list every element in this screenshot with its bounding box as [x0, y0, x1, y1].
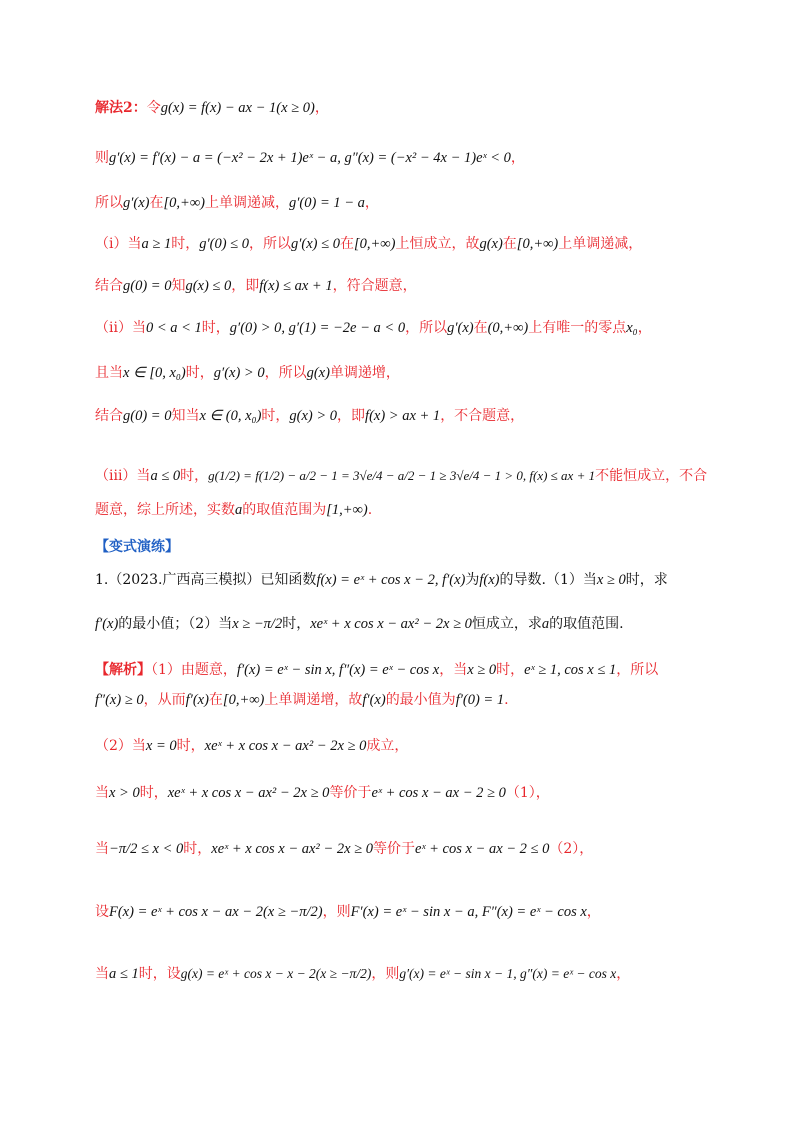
formula: g′(0) > 0, g′(1) = −2e − a < 0 [229, 320, 406, 336]
formula: f(x) > ax + 1 [365, 408, 441, 424]
formula: g(1/2) = f(1/2) − a/2 − 1 = 3√e/4 − a/2 − 1 ≥ 3√e/4 − 1 > 0, f(x) ≤ ax + 1 [208, 468, 596, 483]
text: ，则 [322, 904, 351, 920]
formula: f′(x) = eˣ − sin x, f″(x) = eˣ − cos x [236, 662, 440, 678]
text: 为 [465, 572, 480, 588]
formula: 0 < a < 1 [145, 320, 202, 336]
text: 所以 [95, 195, 123, 211]
text: 不能恒成立，不合 [595, 468, 708, 484]
text: 的导数.（1）当 [499, 572, 597, 588]
formula: a ≤ 0 [150, 468, 181, 484]
line-10 [95, 500, 710, 520]
text: ，即 [231, 278, 260, 294]
text: 恒成立，求 [471, 616, 542, 632]
formula: f′(x) [185, 692, 209, 708]
text: （iii）当 [95, 468, 151, 484]
formula: x ≥ −π/2 [232, 616, 283, 632]
text: 等价于 [329, 785, 372, 801]
formula: g(x) = f(x) − ax − 1(x ≥ 0) [160, 100, 315, 116]
text: 时， [261, 408, 290, 424]
formula: f′(x) [362, 692, 386, 708]
text: （2）当 [95, 738, 146, 754]
formula: g(x) [306, 365, 330, 381]
formula: (0,+∞) [487, 320, 529, 336]
text: 成立， [366, 738, 409, 754]
text: 当 [95, 966, 109, 982]
text: 时， [496, 662, 525, 678]
text: 题意，综上所述，实数 [95, 502, 235, 518]
formula: g′(x) = f′(x) − a = (−x² − 2x + 1)eˣ − a, g″(x) = (−x² − 4x − 1)eˣ < 0 [109, 150, 511, 166]
text: 时， [185, 365, 214, 381]
solution-line-5 [95, 839, 710, 859]
text: ， [314, 100, 329, 116]
formula: x = 0 [145, 738, 177, 754]
text: 时， [139, 785, 168, 801]
text: 时， [180, 468, 209, 484]
text: 当 [95, 785, 109, 801]
formula: f(x) = eˣ + cos x − 2, f′(x) [316, 572, 466, 588]
formula: g(x) = eˣ + cos x − x − 2(x ≥ −π/2) [180, 966, 372, 981]
method2-line [95, 98, 710, 118]
formula: a [541, 616, 550, 632]
case-1-line [95, 234, 710, 254]
formula: eˣ + cos x − ax − 2 ≤ 0 [414, 841, 550, 857]
solution-line-6 [95, 902, 710, 922]
formula: g′(x) [447, 320, 474, 336]
text: 的取值范围. [549, 616, 624, 632]
formula: g′(x) = eˣ − sin x − 1, g″(x) = eˣ − cos x [399, 966, 617, 981]
formula: eˣ ≥ 1, cos x ≤ 1 [524, 662, 617, 678]
text: ，不合题意， [440, 408, 525, 424]
formula: x > 0 [109, 785, 140, 801]
formula: xeˣ + x cos x − ax² − 2x ≥ 0 [204, 738, 367, 754]
text: （1）， [505, 785, 550, 801]
formula: f′(x) [95, 616, 119, 632]
formula: xeˣ + x cos x − ax² − 2x ≥ 0 [167, 785, 330, 801]
question-line-1 [95, 570, 710, 590]
formula: f(x) [479, 572, 500, 588]
text: （1）由题意， [151, 662, 237, 678]
formula: g(x) [479, 236, 503, 252]
text: 在 [502, 236, 517, 252]
solution-line-7 [95, 964, 710, 984]
formula: F′(x) = eˣ − sin x − a, F″(x) = eˣ − cos x [350, 904, 587, 920]
formula: a ≥ 1 [141, 236, 172, 252]
question-line-2 [95, 614, 710, 634]
formula: x ∈ (0, x₀) [199, 408, 262, 424]
text: ，则 [371, 966, 400, 982]
text: 上单调递减， [204, 195, 289, 211]
text: 时， [282, 616, 311, 632]
line-8 [95, 406, 710, 426]
text: 在 [149, 195, 164, 211]
text: （i）当 [95, 236, 142, 252]
text: ，即 [337, 408, 366, 424]
method2-label: 解法2： [95, 100, 147, 116]
solution-label: 【解析】 [95, 662, 151, 678]
formula: x ≥ 0 [467, 662, 497, 678]
formula: a ≤ 1 [109, 966, 139, 982]
case-2-line [95, 318, 710, 338]
formula: f(x) ≤ ax + 1 [259, 278, 333, 294]
formula: g(0) = 0 [123, 278, 172, 294]
solution-line-4 [95, 783, 710, 803]
text: ，所以 [249, 236, 291, 252]
text: . [367, 502, 373, 518]
text: 单调递增， [329, 365, 400, 381]
solution-line-3 [95, 736, 710, 756]
text: （ii）当 [95, 320, 146, 336]
solution-line-1 [95, 660, 710, 680]
text: 知当 [171, 408, 200, 424]
case-3-line [95, 466, 710, 486]
text: 结合 [95, 278, 123, 294]
text: 等价于 [372, 841, 415, 857]
formula: x₀ [626, 320, 638, 336]
text: ，符合题意， [332, 278, 417, 294]
text: 时，设 [138, 966, 181, 982]
formula: g(x) > 0 [289, 408, 338, 424]
text: ，当 [439, 662, 468, 678]
formula: x ≥ 0 [596, 572, 626, 588]
formula: [0,+∞) [222, 692, 265, 708]
text: ，所以 [616, 662, 659, 678]
formula: −π/2 ≤ x < 0 [109, 841, 184, 857]
text: 在 [473, 320, 488, 336]
formula: g′(0) ≤ 0 [199, 236, 249, 252]
formula: x ∈ [0, x₀) [123, 365, 186, 381]
text: 在 [208, 692, 223, 708]
text: （2）， [549, 841, 594, 857]
formula: g′(x) [123, 195, 150, 211]
formula: g′(x) ≤ 0 [291, 236, 340, 252]
formula: f′(0) = 1 [455, 692, 505, 708]
formula: g′(x) > 0 [213, 365, 265, 381]
text: 上恒成立，故 [395, 236, 480, 252]
text: 在 [339, 236, 354, 252]
text: 且当 [95, 365, 123, 381]
line-7 [95, 363, 710, 383]
formula: g(0) = 0 [123, 408, 172, 424]
text: 的最小值为 [385, 692, 456, 708]
formula: [0,+∞) [163, 195, 205, 211]
text: 的最小值；（2）当 [118, 616, 233, 632]
text: 的取值范围为 [242, 502, 327, 518]
formula: g(x) ≤ 0 [185, 278, 232, 294]
text: 时， [201, 320, 230, 336]
line-3 [95, 193, 710, 213]
formula: xeˣ + x cos x − ax² − 2x ≥ 0 [211, 841, 373, 857]
formula: [0,+∞) [516, 236, 559, 252]
formula: f″(x) ≥ 0 [95, 692, 144, 708]
formula: F(x) = eˣ + cos x − ax − 2(x ≥ −π/2) [109, 904, 323, 920]
text: ， [364, 195, 379, 211]
formula: [0,+∞) [353, 236, 396, 252]
text: 1.（2023.广西高三模拟）已知函数 [95, 572, 317, 588]
text: ， [586, 904, 601, 920]
text: 时，求 [625, 572, 668, 588]
text: ， [510, 150, 525, 166]
formula: eˣ + cos x − ax − 2 ≥ 0 [371, 785, 506, 801]
text: 设 [95, 904, 109, 920]
line-5 [95, 276, 710, 296]
text: ，从而 [143, 692, 186, 708]
formula: xeˣ + x cos x − ax² − 2x ≥ 0 [310, 616, 472, 632]
text: 时， [176, 738, 205, 754]
text: 上单调递增，故 [264, 692, 363, 708]
text: ， [616, 966, 631, 982]
text: 知 [171, 278, 186, 294]
text: 时， [183, 841, 212, 857]
text: . [504, 692, 509, 708]
text: ，所以 [264, 365, 307, 381]
text: 上有唯一的零点 [528, 320, 627, 336]
solution-line-2 [95, 690, 710, 710]
text: 时， [171, 236, 200, 252]
line-2 [95, 148, 710, 168]
text: 当 [95, 841, 109, 857]
formula: a [235, 502, 243, 518]
text: 则 [95, 150, 109, 166]
variant-heading [95, 537, 710, 557]
text: 令 [146, 100, 161, 116]
text: 上单调递减， [558, 236, 643, 252]
formula: g′(0) = 1 − a [288, 195, 365, 211]
text: ，所以 [405, 320, 448, 336]
formula: [1,+∞) [326, 502, 368, 518]
text: ， [637, 320, 652, 336]
text: 结合 [95, 408, 123, 424]
variant-heading-text: 【变式演练】 [95, 539, 179, 555]
